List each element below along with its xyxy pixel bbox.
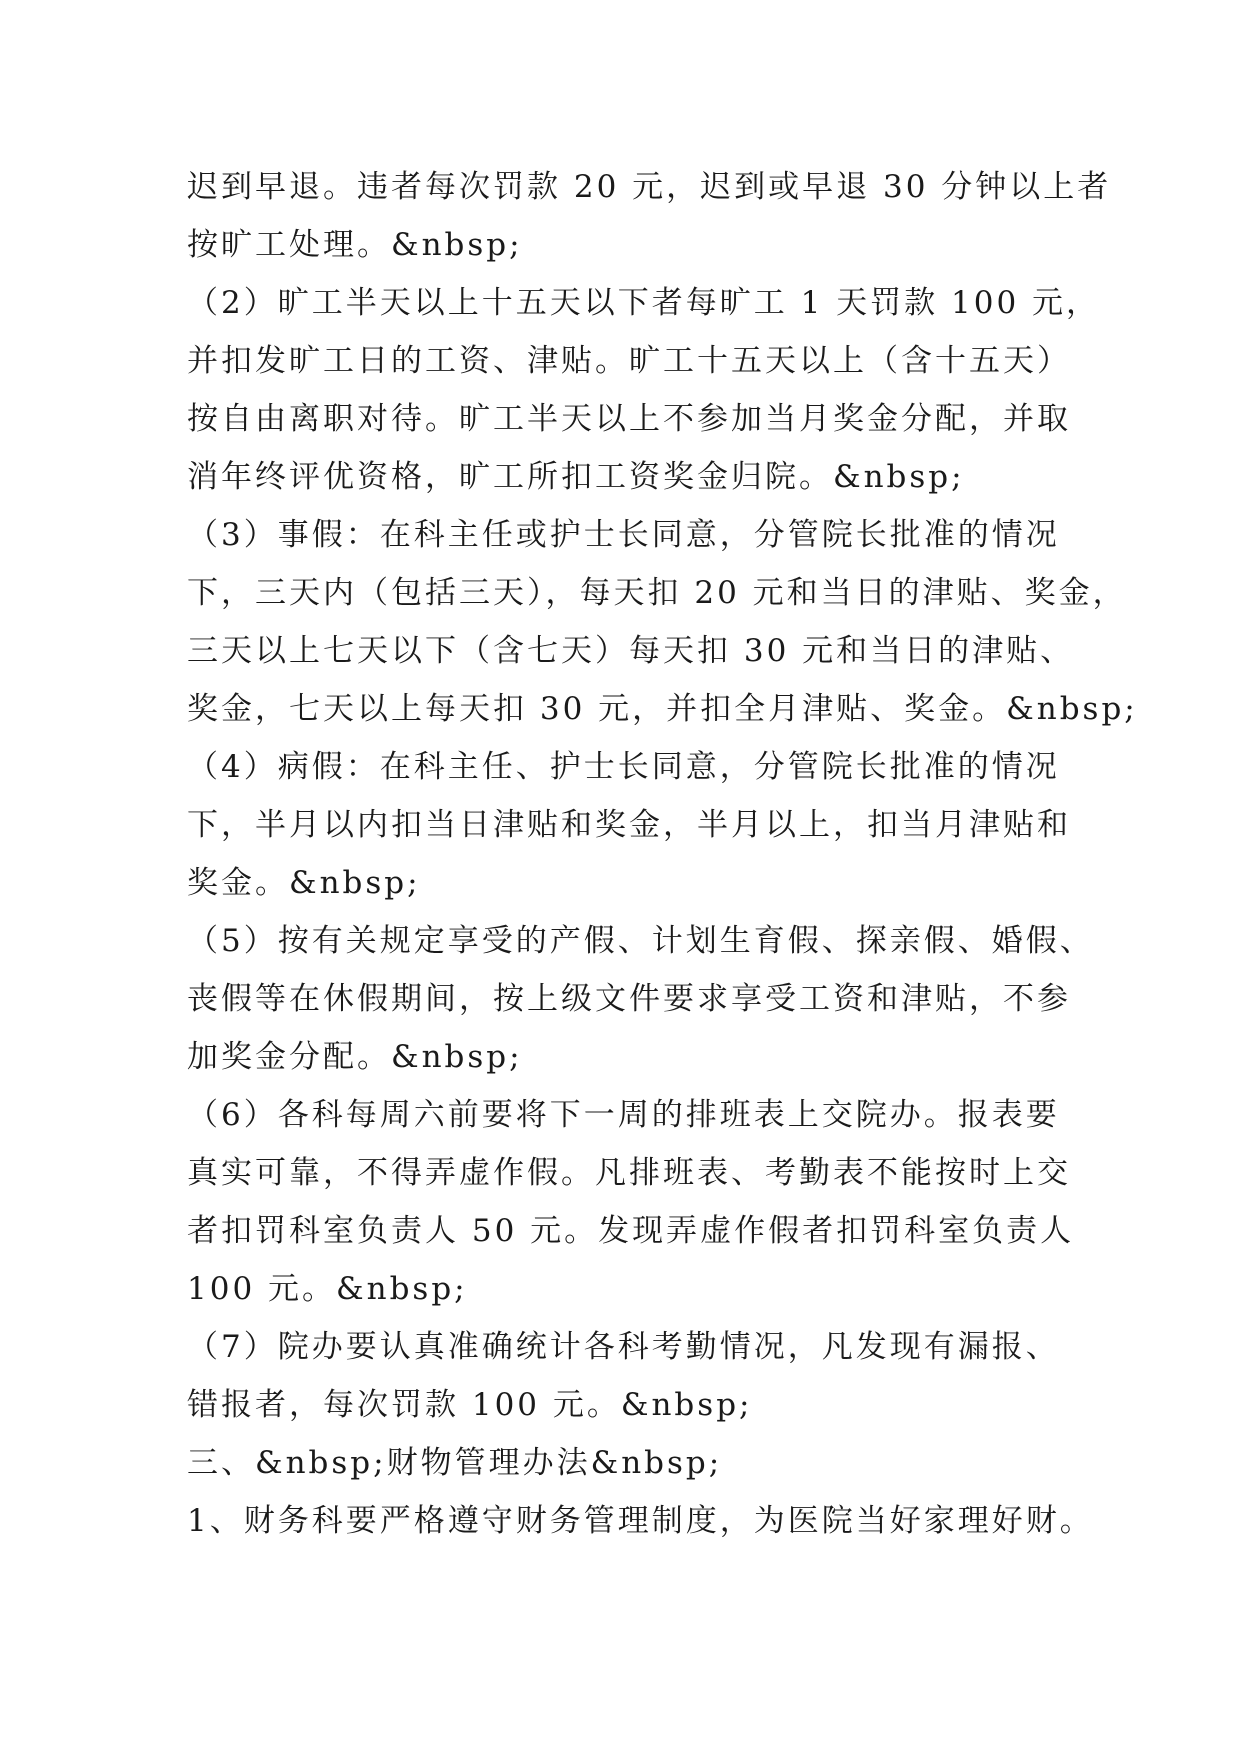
- text-line: 真实可靠，不得弄虚作假。凡排班表、考勤表不能按时上交: [187, 1155, 1071, 1191]
- text-line: （6）各科每周六前要将下一周的排班表上交院办。报表要: [187, 1097, 1060, 1133]
- text-line: 按自由离职对待。旷工半天以上不参加当月奖金分配，并取: [187, 401, 1071, 437]
- text-line: （2）旷工半天以上十五天以下者每旷工 1 天罚款 100 元，: [187, 285, 1101, 321]
- text-line: （7）院办要认真准确统计各科考勤情况，凡发现有漏报、: [187, 1329, 1060, 1365]
- text-line: 奖金，七天以上每天扣 30 元，并扣全月津贴、奖金。&nbsp;: [187, 691, 1138, 727]
- text-line: 者扣罚科室负责人 50 元。发现弄虚作假者扣罚科室负责人: [187, 1213, 1075, 1249]
- text-line: 丧假等在休假期间，按上级文件要求享受工资和津贴，不参: [187, 981, 1071, 1017]
- text-line: 迟到早退。违者每次罚款 20 元，迟到或早退 30 分钟以上者: [187, 169, 1112, 205]
- section-heading: 三、&nbsp;财物管理办法&nbsp;: [187, 1445, 723, 1481]
- text-line: 奖金。&nbsp;: [187, 865, 421, 901]
- text-line: （3）事假：在科主任或护士长同意，分管院长批准的情况: [187, 517, 1060, 553]
- text-line: 错报者，每次罚款 100 元。&nbsp;: [187, 1387, 753, 1423]
- text-line: （4）病假：在科主任、护士长同意，分管院长批准的情况: [187, 749, 1060, 785]
- text-line: （5）按有关规定享受的产假、计划生育假、探亲假、婚假、: [187, 923, 1094, 959]
- text-line: 按旷工处理。&nbsp;: [187, 227, 523, 263]
- text-line: 1、财务科要严格遵守财务管理制度，为医院当好家理好财。: [187, 1503, 1094, 1539]
- text-line: 下，三天内（包括三天），每天扣 20 元和当日的津贴、奖金，: [187, 575, 1127, 611]
- text-line: 并扣发旷工日的工资、津贴。旷工十五天以上（含十五天）: [187, 343, 1071, 379]
- text-line: 下，半月以内扣当日津贴和奖金，半月以上，扣当月津贴和: [187, 807, 1071, 843]
- text-line: 加奖金分配。&nbsp;: [187, 1039, 523, 1075]
- text-line: 消年终评优资格，旷工所扣工资奖金归院。&nbsp;: [187, 459, 965, 495]
- text-line: 100 元。&nbsp;: [187, 1271, 468, 1307]
- text-line: 三天以上七天以下（含七天）每天扣 30 元和当日的津贴、: [187, 633, 1075, 669]
- document-body: [187, 158, 1138, 1550]
